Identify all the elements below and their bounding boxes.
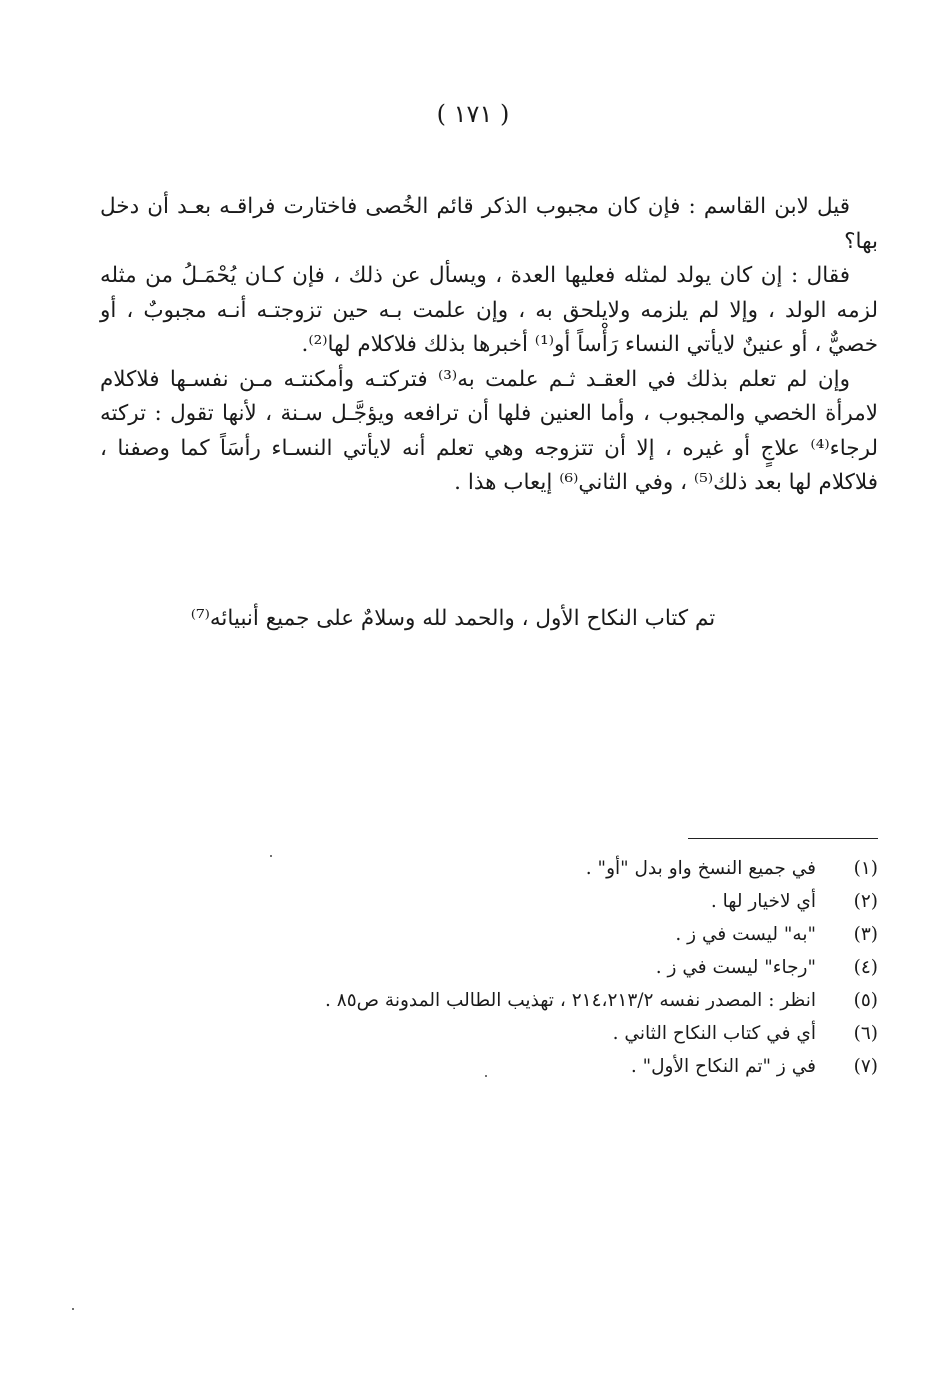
paragraph: وإن لم تعلم بذلك في العقـد ثـم علمت به⁽³⁾ فتركتـه وأمكنتـه مـن نفسـها فلاكلام لامرأة الخصي والمجبوب ، وأما العنين فلها أن ترافعه ويؤجَّـل سـنة ، لأنها تقول : تركته لرجاء⁽⁴⁾ علاجٍ أو غيره ، إلا أن تتزوجه وهي تعلم أنه لايأتي النسـاء رأسَاً كما وصفنا ، فلاكلام لها بعد ذلك⁽⁵⁾ ، وفي الثاني⁽⁶⁾ إيعاب هذا .: [100, 366, 878, 495]
footnote: [100, 957, 878, 990]
footnotes: [100, 858, 878, 1089]
footnote-number: (٤): [853, 957, 878, 978]
footnote: [100, 1023, 878, 1056]
footnote-text: أي في كتاب النكاح الثاني .: [612, 1023, 816, 1044]
footnote-text: في ز "تم النكاح الأول" .: [630, 1056, 816, 1077]
page-number: ( ١٧١ ): [436, 100, 510, 128]
scan-speck: [485, 1075, 487, 1077]
footnote-text: "به" ليست في ز .: [675, 924, 816, 945]
footnote: [100, 924, 878, 957]
paragraph: فقال : إن كان يولد لمثله فعليها العدة ، ويسأل عن ذلك ، فإن كـان يُحْمَـلُ من مثله لزمه الولد ، وإلا لم يلزمه ولايلحق به ، وإن علمت بـه حين تزوجتـه أنـه مجبوبٌ ، أو خصيٌّ ، أو عنينٌ لايأتي النساء رَأْساً أو⁽¹⁾ أخبرها بذلك فلاكلام لها⁽²⁾.: [100, 263, 878, 357]
footnote-number: (٢): [853, 891, 878, 912]
footnote: [100, 891, 878, 924]
footnote-divider: [688, 838, 878, 839]
footnote-number: (٥): [853, 990, 878, 1011]
footnote-text: أي لاخيار لها .: [710, 891, 816, 912]
footnote: [100, 990, 878, 1023]
footnote-text: انظر : المصدر نفسه ٢١٤،٢١٣/٢ ، تهذيب الطالب المدونة ص٨٥ .: [325, 990, 816, 1011]
footnote-number: (٧): [853, 1056, 878, 1077]
scan-speck: [270, 855, 272, 857]
main-text: [100, 190, 878, 501]
scan-speck: [72, 1308, 74, 1310]
paragraph: قيل لابن القاسم : فإن كان مجبوب الذكر قائم الخُصى فاختارت فراقـه بعـد أن دخل بها؟: [100, 194, 878, 254]
footnote: [100, 858, 878, 891]
footnote-number: (٦): [853, 1023, 878, 1044]
closing-line: تم كتاب النكاح الأول ، والحمد لله وسلامٌ على جميع أنبيائه⁽⁷⁾: [190, 606, 716, 631]
footnote: [100, 1056, 878, 1089]
footnote-number: (١): [853, 858, 878, 879]
footnote-number: (٣): [853, 924, 878, 945]
footnote-text: في جميع النسخ واو بدل "أو" .: [585, 858, 816, 879]
footnote-text: "رجاء" ليست في ز .: [655, 957, 816, 978]
